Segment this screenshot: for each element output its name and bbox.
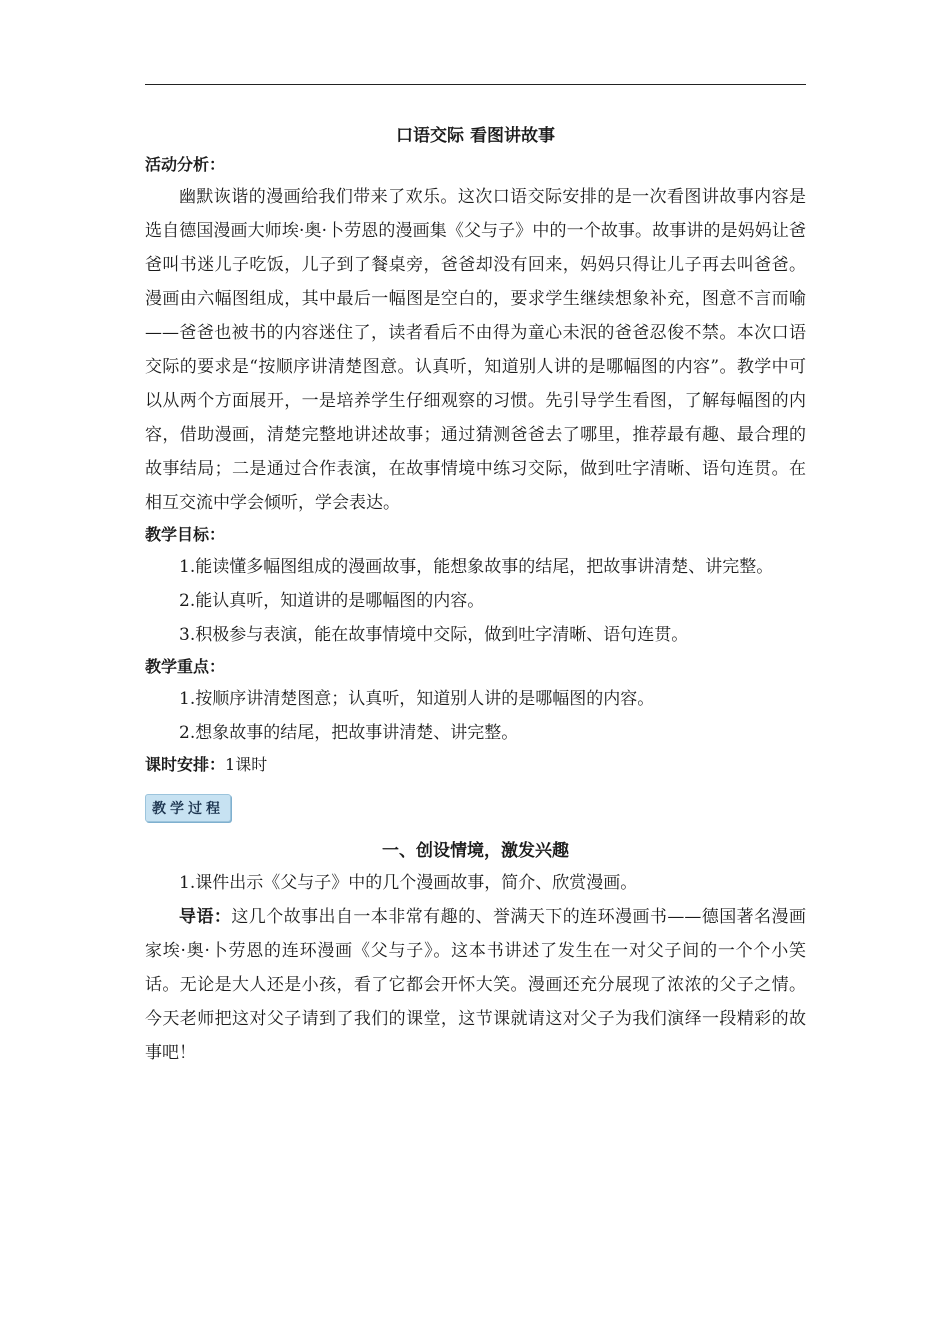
- section-1-item: 1.课件出示《父与子》中的几个漫画故事，简介、欣赏漫画。: [179, 873, 638, 893]
- focus-item: 2.想象故事的结尾，把故事讲清楚、讲完整。: [179, 723, 519, 743]
- intro-paragraph: [145, 900, 806, 1070]
- schedule-value: 1课时: [225, 755, 268, 774]
- schedule-label: 课时安排：: [145, 755, 226, 774]
- document-body: [145, 122, 806, 1070]
- goals-heading: 教学目标：: [145, 525, 226, 544]
- header-rule: [145, 84, 806, 85]
- section-1-title: 一、创设情境，激发兴趣: [382, 841, 569, 861]
- focus-heading: 教学重点：: [145, 657, 226, 676]
- focus-item: 1.按顺序讲清楚图意；认真听，知道别人讲的是哪幅图的内容。: [179, 689, 655, 709]
- intro-text: 这几个故事出自一本非常有趣的、誉满天下的连环漫画书——德国著名漫画家埃·奥·卜劳恩的连环漫画《父与子》。这本书讲述了发生在一对父子间的一个个小笑话。无论是大人还是小孩，看了它都会开怀大笑。漫画还充分展现了浓浓的父子之情。今天老师把这对父子请到了我们的课堂，这节课就请这对父子为我们演绎一段精彩的故事吧！: [145, 907, 807, 1063]
- process-badge-wrap: [145, 794, 806, 830]
- intro-label: 导语：: [179, 907, 232, 927]
- goal-item: 2.能认真听，知道讲的是哪幅图的内容。: [179, 591, 485, 611]
- page-title: 口语交际 看图讲故事: [396, 126, 555, 146]
- analysis-paragraph: 幽默诙谐的漫画给我们带来了欢乐。这次口语交际安排的是一次看图讲故事内容是选自德国漫画大师埃·奥·卜劳恩的漫画集《父与子》中的一个故事。故事讲的是妈妈让爸爸叫书迷儿子吃饭，儿子到了餐桌旁，爸爸却没有回来，妈妈只得让儿子再去叫爸爸。漫画由六幅图组成，其中最后一幅图是空白的，要求学生继续想象补充，图意不言而喻——爸爸也被书的内容迷住了，读者看后不由得为童心未泯的爸爸忍俊不禁。本次口语交际的要求是“按顺序讲清楚图意。认真听，知道别人讲的是哪幅图的内容”。教学中可以从两个方面展开，一是培养学生仔细观察的习惯。先引导学生看图，了解每幅图的内容，借助漫画，清楚完整地讲述故事；通过猜测爸爸去了哪里，推荐最有趣、最合理的故事结局；二是通过合作表演，在故事情境中练习交际，做到吐字清晰、语句连贯。在相互交流中学会倾听，学会表达。: [145, 187, 806, 513]
- process-badge: 教学过程: [145, 794, 231, 822]
- analysis-heading: 活动分析：: [145, 155, 226, 174]
- goal-item: 3.积极参与表演，能在故事情境中交际，做到吐字清晰、语句连贯。: [179, 625, 689, 645]
- schedule-line: [145, 750, 806, 780]
- goal-item: 1.能读懂多幅图组成的漫画故事，能想象故事的结尾，把故事讲清楚、讲完整。: [179, 557, 774, 577]
